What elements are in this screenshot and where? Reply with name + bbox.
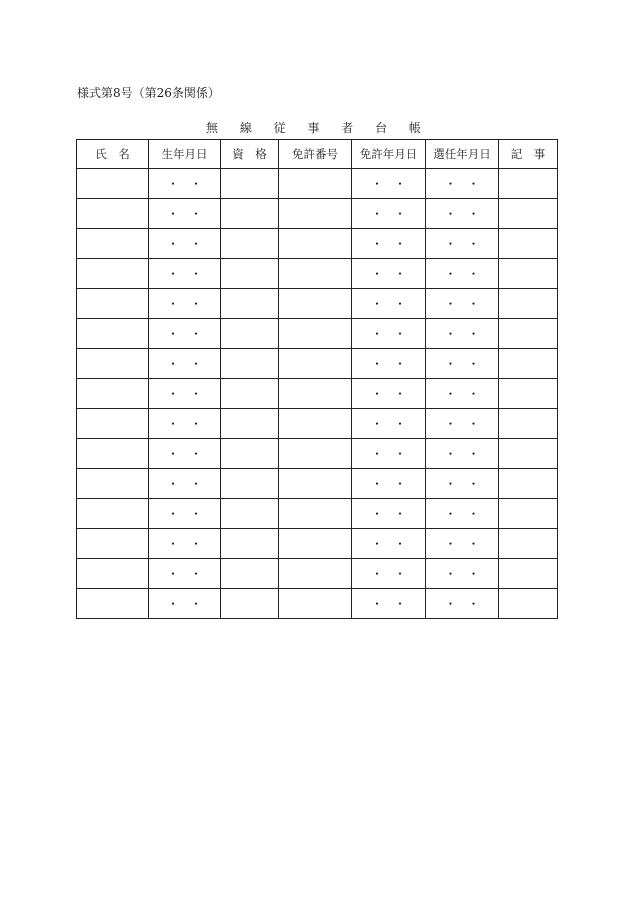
name-cell: [77, 529, 149, 559]
qualification-cell: [221, 229, 279, 259]
name-cell: [77, 349, 149, 379]
register-body: [77, 169, 558, 619]
license-date-cell: ・ ・: [352, 199, 426, 229]
qualification-cell: [221, 259, 279, 289]
birth-date-cell: ・ ・: [149, 169, 221, 199]
birth-date-cell: ・ ・: [149, 289, 221, 319]
remarks-cell: [499, 349, 558, 379]
license-date-cell: ・ ・: [352, 439, 426, 469]
appointment-date-cell: ・ ・: [426, 439, 499, 469]
table-row: [77, 319, 558, 349]
license-number-cell: [279, 289, 352, 319]
qualification-cell: [221, 589, 279, 619]
birth-date-cell: ・ ・: [149, 529, 221, 559]
remarks-cell: [499, 289, 558, 319]
license-date-cell: ・ ・: [352, 319, 426, 349]
name-cell: [77, 259, 149, 289]
qualification-cell: [221, 439, 279, 469]
table-row: [77, 409, 558, 439]
table-row: [77, 199, 558, 229]
license-date-cell: ・ ・: [352, 589, 426, 619]
name-cell: [77, 499, 149, 529]
remarks-cell: [499, 379, 558, 409]
license-number-cell: [279, 409, 352, 439]
remarks-cell: [499, 169, 558, 199]
qualification-cell: [221, 289, 279, 319]
license-date-cell: ・ ・: [352, 499, 426, 529]
birth-date-cell: ・ ・: [149, 469, 221, 499]
appointment-date-cell: ・ ・: [426, 559, 499, 589]
table-row: [77, 529, 558, 559]
name-cell: [77, 379, 149, 409]
table-row: [77, 469, 558, 499]
license-date-cell: ・ ・: [352, 409, 426, 439]
remarks-cell: [499, 409, 558, 439]
license-date-cell: ・ ・: [352, 379, 426, 409]
qualification-cell: [221, 469, 279, 499]
table-row: [77, 229, 558, 259]
license-number-cell: [279, 319, 352, 349]
license-date-cell: ・ ・: [352, 469, 426, 499]
appointment-date-cell: ・ ・: [426, 259, 499, 289]
name-cell: [77, 229, 149, 259]
birth-date-cell: ・ ・: [149, 349, 221, 379]
remarks-cell: [499, 199, 558, 229]
name-cell: [77, 439, 149, 469]
table-row: [77, 349, 558, 379]
appointment-date-cell: ・ ・: [426, 349, 499, 379]
appointment-date-cell: ・ ・: [426, 319, 499, 349]
license-number-cell: [279, 499, 352, 529]
remarks-cell: [499, 229, 558, 259]
license-date-cell: ・ ・: [352, 559, 426, 589]
birth-date-cell: ・ ・: [149, 439, 221, 469]
birth-date-cell: ・ ・: [149, 199, 221, 229]
qualification-cell: [221, 169, 279, 199]
birth-date-cell: ・ ・: [149, 319, 221, 349]
name-cell: [77, 199, 149, 229]
header-row: [77, 140, 558, 169]
license-number-cell: [279, 529, 352, 559]
header-remarks: 記 事: [499, 140, 558, 169]
name-cell: [77, 169, 149, 199]
remarks-cell: [499, 319, 558, 349]
table-row: [77, 589, 558, 619]
remarks-cell: [499, 559, 558, 589]
form-number: 様式第8号（第26条関係）: [77, 86, 220, 100]
qualification-cell: [221, 559, 279, 589]
register-table: [76, 139, 558, 619]
license-number-cell: [279, 439, 352, 469]
appointment-date-cell: ・ ・: [426, 229, 499, 259]
table-row: [77, 439, 558, 469]
birth-date-cell: ・ ・: [149, 379, 221, 409]
table-row: [77, 259, 558, 289]
license-date-cell: ・ ・: [352, 289, 426, 319]
license-date-cell: ・ ・: [352, 259, 426, 289]
birth-date-cell: ・ ・: [149, 259, 221, 289]
birth-date-cell: ・ ・: [149, 409, 221, 439]
birth-date-cell: ・ ・: [149, 559, 221, 589]
remarks-cell: [499, 439, 558, 469]
appointment-date-cell: ・ ・: [426, 409, 499, 439]
header-appointment-date: 選任年月日: [426, 140, 499, 169]
qualification-cell: [221, 379, 279, 409]
header-license-date: 免許年月日: [352, 140, 426, 169]
birth-date-cell: ・ ・: [149, 229, 221, 259]
appointment-date-cell: ・ ・: [426, 499, 499, 529]
appointment-date-cell: ・ ・: [426, 589, 499, 619]
remarks-cell: [499, 259, 558, 289]
name-cell: [77, 589, 149, 619]
table-row: [77, 499, 558, 529]
appointment-date-cell: ・ ・: [426, 469, 499, 499]
header-license-number: 免許番号: [279, 140, 352, 169]
license-date-cell: ・ ・: [352, 529, 426, 559]
remarks-cell: [499, 589, 558, 619]
appointment-date-cell: ・ ・: [426, 379, 499, 409]
license-number-cell: [279, 199, 352, 229]
qualification-cell: [221, 409, 279, 439]
table-row: [77, 169, 558, 199]
birth-date-cell: ・ ・: [149, 499, 221, 529]
table-row: [77, 289, 558, 319]
license-date-cell: ・ ・: [352, 349, 426, 379]
register-title: 無 線 従 事 者 台 帳: [206, 121, 430, 135]
license-number-cell: [279, 259, 352, 289]
table-row: [77, 559, 558, 589]
license-number-cell: [279, 169, 352, 199]
appointment-date-cell: ・ ・: [426, 529, 499, 559]
header-qualification: 資 格: [221, 140, 279, 169]
license-number-cell: [279, 229, 352, 259]
remarks-cell: [499, 529, 558, 559]
name-cell: [77, 409, 149, 439]
license-number-cell: [279, 469, 352, 499]
qualification-cell: [221, 199, 279, 229]
license-date-cell: ・ ・: [352, 229, 426, 259]
license-date-cell: ・ ・: [352, 169, 426, 199]
header-name: 氏 名: [77, 140, 149, 169]
name-cell: [77, 319, 149, 349]
birth-date-cell: ・ ・: [149, 589, 221, 619]
remarks-cell: [499, 469, 558, 499]
remarks-cell: [499, 499, 558, 529]
qualification-cell: [221, 499, 279, 529]
name-cell: [77, 469, 149, 499]
name-cell: [77, 559, 149, 589]
license-number-cell: [279, 559, 352, 589]
license-number-cell: [279, 349, 352, 379]
license-number-cell: [279, 379, 352, 409]
license-number-cell: [279, 589, 352, 619]
name-cell: [77, 289, 149, 319]
qualification-cell: [221, 319, 279, 349]
header-birth-date: 生年月日: [149, 140, 221, 169]
qualification-cell: [221, 529, 279, 559]
appointment-date-cell: ・ ・: [426, 169, 499, 199]
table-row: [77, 379, 558, 409]
qualification-cell: [221, 349, 279, 379]
appointment-date-cell: ・ ・: [426, 199, 499, 229]
appointment-date-cell: ・ ・: [426, 289, 499, 319]
